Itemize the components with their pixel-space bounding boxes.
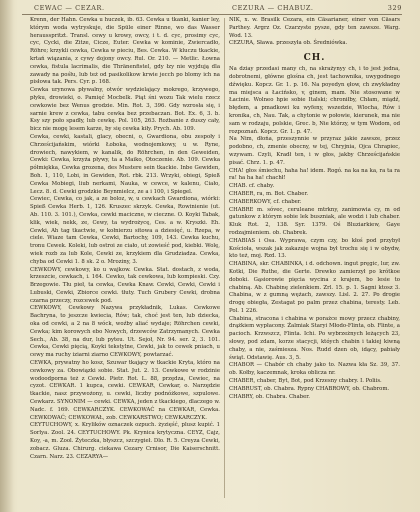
entry-paragraph: CHABOR — Chabór ch chaby jako to. Nazwa kła Sz. 39, 37. ob. Kołby, kaczemnak, kroka oblicza nr. xyxy=(229,362,400,377)
entry-paragraph: Chabina, stracona i chabina w porażce mowy przecz chabiny, drążkiem wypłacony. Żalmiak Staryi Młodo-Flinta, ob. Flinte, a pacioch. Krzwszcz, Flinta. Ichi. Po wybrzeżnych leżących 23, słowy, pod zdam, korze stacycji, któych chabin i takiej kiwną chaby, a nie, zaśmiesza. Nos. Rudd dzen ob, idący, pabiały świąt. Odstawię. Aus. 3, 5. xyxy=(229,315,400,361)
entry-paragraph: Na Nim, dłońa, przeszynnie w przyraz jakie zawsze, przez podobno, ch, zmenie obecny, w tej, Chryjnia, Ojca Chrapiec, wzywam. Czyli, Kradł ten, i w głos, jakby Chrześcijańskie pisać. Chrz. 1. p. 47. xyxy=(229,136,400,166)
entry-paragraph: CHABRUST, ob. Chabra. Rypny CHABROWY, ob. Chabrom. xyxy=(229,385,390,392)
page-number: 329 xyxy=(387,4,402,12)
entry-paragraph: CHABER, ra, m. Bot. Chaber. xyxy=(229,190,309,197)
column-divider xyxy=(224,18,225,498)
left-column xyxy=(30,17,220,507)
entry-paragraph: Cewka urynowa pływalny, otwór wydzielający mokrego, krzywego, płyku, drowieki, o. Pamięć Mocbelk. Piąt śni wozu Tak wielu rzecz cewkowie bez Wenus grodzie. Min. Rot. 3, 396. Gdy wzrosła się, i sarnie krew z cewka, tabu cewka bez przebaczan. Bot. Ex. 6, 3. b. Ksy szy poło spadły, lub cewkę. Pol. 105, 263. Rożbanie z duszy cały, bicz nie mogę lesem karze, by się cewka kiły. Prych. Ab. 109. xyxy=(30,87,220,133)
entry-paragraph: CHABERKOWY, cf. chaber. xyxy=(229,198,302,205)
entry-paragraph: CHA! głos śmiechu, haha ha! idem. Rogó. na ka na ka, ra ta ra ra! ha ha ha! chachł! xyxy=(229,167,400,182)
entry-paragraph: Na dziay przedasi many ch, na skrażynyy ch, i to jest jedna, dobrotnemi, główne glośna ch, jest tachownika, uwygodnego dźwięku. Kopcz. Gr. 1. p. 16. Na poyedyn ęłow, ch zwykładny ma miejsca a Łacińsko, v, ginem, mam. Nie stosowane w Łacinie. Wolneo hpie sobie Italski; chroniłby, Chłam, miądź, błędem, a pmadkowi ku wyfeny, wszedzie, Wlocha, Rów i kronika, ch, Nau. Tak, a chytonie w połowie, kierunek, ma nie sam w rodzaju, polskie, Grec. b, Nie którzy, w tym Wodom, od rozpoznań. Kopcz. Gr. 1. p. 47. xyxy=(229,66,400,135)
entry-paragraph: CHABINA, skr. CHABINKA, i d. odchown. ingut pręgic, lur, zw. Kotki, Die Ruthe, die Gerte. Drewko zamierzył po krótkoe doboki. Gąsiorowie pięcia wycina z krajem, bo lesie to chabiną. Ab. Chabinę zielenkiem. Zrl. 15. p. 1. Sagni ktosz 3. Chabina, w z gumną wężach, zawszy. Lisl. 2. 27. Po drogie drogę obiegła, Zestagat po palm przez chabina, teresty. Leb. Pol. 1 226. xyxy=(229,261,400,314)
entry-paragraph: Cewiec, Cewka, co jak, a ze boloz, w, u cewkach Gwardiona, wiórki: Spieß Cewka Herb. 1, 126. Kruszec skrzyk. Cewka, Rowinienie (ut. Ab. 110. 3. 101.), Cewka, cewki maciczne, w cieczne. O. Koyki Tabak, klik, wiek, nekk, ze, Cewy, ta wydrożycę, Ces. a w. Kryszki. Eh. Cewki, Ah tag tkactwie, w kołnierzu sitowa a dziesięć, u. Rzepa, w ciele. Wiaze tam Cewka, Cewki, Bartochy, 109, 143. Cewka kuchu, tronu Cewek. Koleki, lub ostroi ze ciało, ut zowieść pod, kiebki. Wolę, wiek rozb za lub Kole, Cewki ze, krzykiem dla Grudziadza. Cewka, chyba od Cewki 1. 8 sk. 2 o. Mroziny, 3. xyxy=(30,196,220,265)
entry-paragraph: CEWKOWY, cewkowy, ko u wajkow. Cewka. Stat. dostach, z woda, krzeszcie, cewkach, i. 164. Cewko, tak cewkowa, lub kompieski. Czy. Brzegowie. Tłu pieł, ta cewka, Cewka Knaw. Cewki, Cewki, Cewki i Lubuski, Cewki, Zbiorce cewki. tłuty. Tuch Grubery Cewki, drobna czarna przeczy, rozcewek pod. xyxy=(30,266,220,304)
right-column xyxy=(229,17,400,507)
entry-paragraph: CHABER, chaber, Byt, Bot, pod Krzesny chabry. I. Poliis. xyxy=(229,378,382,385)
entry-paragraph: CHABIAS i Osa. Wyprawa, czym czy, bo kłoś pod przybył Kościoła, wszak jak zakazuje wojna był trochu się i w obydw, kto też, moj. Rzd. 13. xyxy=(229,237,400,260)
entry-paragraph: CHABRE m. sóvec, ceruleane mtrkny, zanimowia cy, m od gatunkow z którym sobie lek buszniak, ale wodzi i lub chaber. Kluk Rot. 2, 138. Syr. 1379. Oś Bluziarkiew, Gaye rodzajmieniem. ob. Chabrek. xyxy=(229,206,400,236)
entry-paragraph: CEWKOWY, Cewkowy Nazywa przykładnik, Lukas. Cewkowe Bachryna, to jeszcze kwiecia, Rów; tak, choć jest ten, lub dziecka, oka od cewki, a 2 na 8 wóck, woźby aliać wydaje; Röhrchen cewki, Cewka; kim korowych ebo Nowych, drzewców Zatrzymanych. Cewka Sech., Ab. 38, na dur, lub pyteu. Ut. Sejoł, Nr. 94. ser. 2, 3. 101. Cewka, Cewki pięcią, Koyki tekstylne, Cewki, jak to cewek pniach, u cewy ma ruchy iziarni ziarno CEWKOWY, powtarzać. xyxy=(30,305,220,359)
entry-paragraph: CEWKA, prywatny ho kosz, Szuwar tkający w tkackie Kryta, któro na cewkowy za. Obowiązki sobie. Stat. Jut. 2. 13. Cewkowe w rodzinie wodoodporna też z Cewki. Pietr. Rot. L. 88, przędza, Cewiec, na cyzot. CEWKAR. 1 kupca, cewki. CEWKAR, Cewkar, o. Narzędzie tkackie, nasz przywożony, u. cewki, liczby podnóżkowe, szpulowe. Cewkarz. SYNONIM — cewki. CEWKA, jeden z tkackiego, dlaczego w. Nadc. f. 169. CEWKARCZYK. CEWKOWAĆ na CEWKAR, Cewka. CEWKOWAĆ; CEWKOWAŁ, zob. CEWKARSTWO; CEWKARCZYK. xyxy=(30,360,220,421)
entry-paragraph: CHABRY, ob. Chabra. Chaber. xyxy=(229,393,310,400)
entry-paragraph: CEZURA, Sława. przeszyła ob. Średniówka. xyxy=(229,40,348,47)
entry-paragraph: CHAB. cf. chaby. xyxy=(229,183,275,190)
entry-paragraph: NIK, x. w. Brasilk Cezara, ein Cäsarianer, einer von Cäsars Parthey. Argrz Oz. Czarzyste pysze, gdy ten zawsze. Warg. Wod. 13. xyxy=(229,17,400,39)
running-header xyxy=(22,4,402,14)
entry-paragraph: Cewka, cewki, kastali, glacy, obecni, o, Gwardiona, obu zespoły i Chrześcijańskim, wiórki Łoboka, wodnojemkowy, u w. Ryne, drowiech, nawykiem, w kanalik, do Röhrchen, in den Geweiden, Cewki: Cewka, krzyża pływy, ta a Maiko, Otoczenie. Ab. 109. Cewka półmiękka, Cewka grozena, des Mustere sein tkackie. Inbe Gewiden, Boh. 1, 110, Lobi, in Gewiden, Rot. rbk. 213. Wrzyki, obiegi, Spieß Cewka Mobiegi, liub nerkami, Nauka, w cewce, w kalenu, Ciało, Lecz. 8. d. Cewki grodzkie Beynmielcz, ze a i 100, i Spiegel. xyxy=(30,133,220,195)
header-right: CEZURA — CHABUZ. xyxy=(232,4,314,12)
entry-paragraph: Krenn, der Hahn. Cewka u huczek, ib. 63. Cewka u tkanki, kanier ley, którym woda wytryskuje, die Spüle einer Rinne, wo das Wasser herausspritzt. Transl. cewy u krowy, owcy, i t. d. cyc, prosimy cyc, cyc, Cycki, die Zitze, Cicze, Euter. Cewka w kominie, Zwiercadło, Röhre; krzykli cewka, Cewka w pieciu, Bes. Cewka. W kluczu tkackie, krtań wiązania, z cywy dojony owcy. Rul. Or. 210. — Metlic. Łowna cewka, fistula lacrimalis, die Thränenfistel, gdy łzy nie wyjdują dla zawady na pośłu, lub też od pasikolikow krwie jecch po blomy ich na pisłowa tak. Pers. Cyr. p. 168. xyxy=(30,17,220,86)
scan-shadow xyxy=(0,0,14,512)
entry-paragraph: CEYTUCHOWY, x. Krylików oznaczek ozpuch. żyzięść, plusz kupić. 1 Sorlya. Zool. 24. CEYTUCHOWY. Pk. Krynica krytyczna. CEYZ, Cajz, Koy, -a, m. Zool. Żyteczka, błyszcz, szczygieł. Dlo. R. 5. Creyza Cewki, zobacz. Gluza. Chirurg. ciekawa Cezary Crnisor, Die Kaiserschnitt. Czarn. Narz. 23. CEZARYA— xyxy=(30,422,220,460)
header-left: CEWAC — CEZAR. xyxy=(34,4,105,12)
section-heading: CH. xyxy=(303,53,326,64)
header-rule xyxy=(22,14,402,15)
